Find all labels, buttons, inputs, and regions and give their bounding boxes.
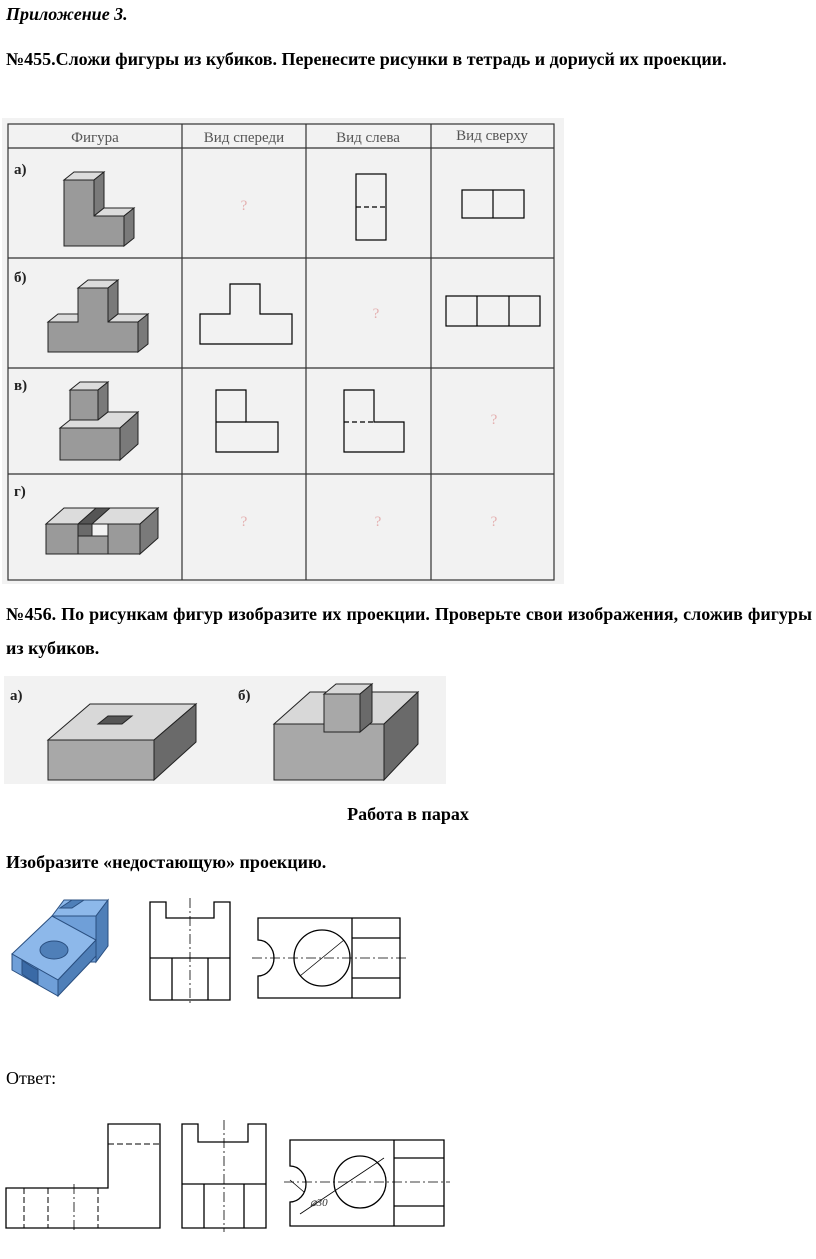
drawing-top-view [252,918,406,998]
task-456-text: №456. По рисункам фигур изобразите их проекции. Проверьте свои изображения, сложив фигуры из кубиков. [6,604,812,658]
question-v-top: ? [490,412,498,428]
missing-projection-drawings [0,890,420,1010]
question-g-top: ? [490,514,498,530]
drawing-front-view [150,898,230,1004]
question-g-front: ? [240,514,248,530]
answer-top-view [284,1140,450,1226]
task-456-figures [0,676,448,784]
projection-table [0,118,566,584]
header-front-view: Вид спереди [203,130,285,146]
question-b-left: ? [372,306,380,322]
header-figure: Фигура [71,130,119,146]
row-label-b: б) [14,270,27,286]
dimension-label: ⌀30 [310,1197,328,1209]
header-top-view: Вид сверху [456,128,528,144]
question-g-left: ? [374,514,382,530]
blue-part-3d [12,900,108,996]
pairs-work-heading: Работа в парах [347,804,469,824]
answer-side-view [6,1124,160,1232]
header-left-view: Вид слева [336,130,400,146]
answer-drawings [0,1118,460,1234]
row-label-v: в) [14,378,28,394]
answer-front-view [182,1120,266,1232]
question-a-front: ? [240,198,248,214]
task-455-text: №455.Сложи фигуры из кубиков. Перенесите рисунки в тетрадь и дориусй их проекции. [6,49,727,69]
row-label-g: г) [14,484,26,500]
row-label-a: а) [14,162,27,178]
missing-projection-task: Изобразите «недостающую» проекцию. [6,852,327,872]
figure-label-b: б) [238,688,251,704]
figure-label-a: а) [10,688,23,704]
answer-label: Ответ: [6,1068,57,1088]
appendix-title: Приложение 3. [6,4,128,24]
